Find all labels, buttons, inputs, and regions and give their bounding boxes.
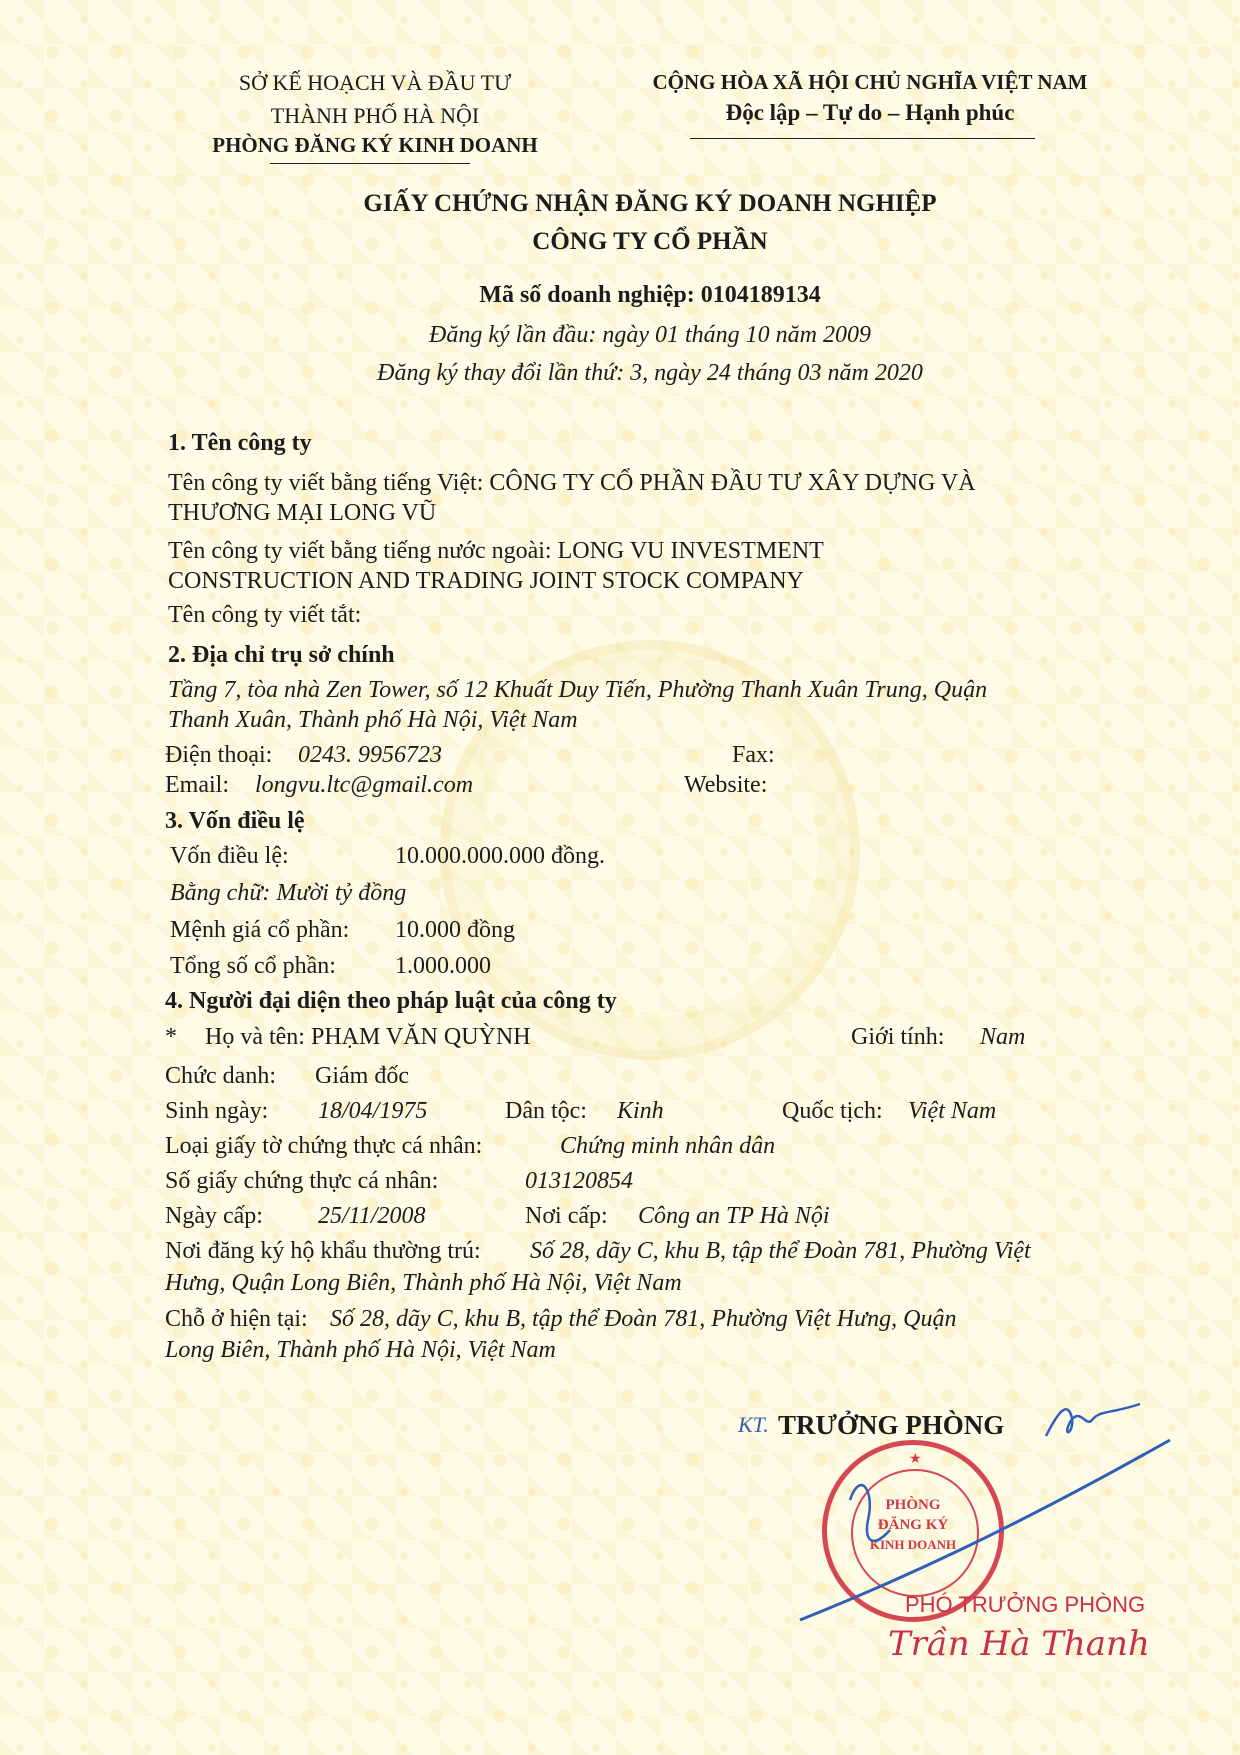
first-registration: Đăng ký lần đầu: ngày 01 tháng 10 năm 2009: [429, 322, 871, 348]
section4-heading: 4. Người đại diện theo pháp luật của công ty: [165, 988, 617, 1014]
change-registration: Đăng ký thay đổi lần thứ: 3, ngày 24 tháng 03 năm 2020: [377, 360, 923, 386]
header-left-underline: [270, 163, 470, 164]
email-value: longvu.ltc@gmail.com: [255, 772, 474, 798]
header-agency-line1: SỞ KẾ HOẠCH VÀ ĐẦU TƯ: [238, 70, 512, 95]
id-type-label: Loại giấy tờ chứng thực cá nhân:: [165, 1133, 483, 1159]
charter-capital-label: Vốn điều lệ:: [170, 843, 289, 869]
ethnicity-value: Kinh: [617, 1098, 664, 1124]
header-agency-line3: PHÒNG ĐĂNG KÝ KINH DOANH: [212, 133, 538, 157]
fax-label: Fax:: [732, 742, 775, 768]
seal-line2: ĐĂNG KÝ: [877, 1517, 949, 1533]
company-name-vi-line2: THƯƠNG MẠI LONG VŨ: [168, 500, 437, 526]
deputy-position: PHÓ TRƯỞNG PHÒNG: [905, 1592, 1146, 1617]
par-value: 10.000 đồng: [395, 917, 515, 943]
gender-label: Giới tính:: [851, 1024, 945, 1050]
position-value: Giám đốc: [315, 1063, 409, 1089]
company-type: CÔNG TY CỔ PHẦN: [532, 228, 768, 255]
website-label: Website:: [684, 772, 768, 798]
seal-star-icon: ★: [909, 1452, 922, 1467]
phone-label: Điện thoại:: [165, 742, 273, 768]
birth-date-value: 18/04/1975: [318, 1098, 428, 1124]
company-name-foreign-line1: Tên công ty viết bằng tiếng nước ngoài: LONG VU INVESTMENT: [168, 538, 824, 564]
current-residence-line2: Long Biên, Thành phố Hà Nội, Việt Nam: [165, 1337, 556, 1363]
birth-date-label: Sinh ngày:: [165, 1098, 269, 1124]
seal-line3: KINH DOANH: [869, 1537, 957, 1552]
issue-place-value: Công an TP Hà Nội: [638, 1203, 830, 1229]
nationality-value: Việt Nam: [908, 1098, 997, 1124]
company-name-foreign-line2: CONSTRUCTION AND TRADING JOINT STOCK COMPANY: [168, 568, 804, 594]
current-residence-label: Chỗ ở hiện tại:: [165, 1306, 308, 1332]
ethnicity-label: Dân tộc:: [505, 1098, 587, 1124]
nationality-label: Quốc tịch:: [782, 1098, 883, 1124]
total-shares-label: Tổng số cổ phần:: [170, 953, 336, 979]
header-right-underline: [690, 138, 1035, 139]
header-republic: CỘNG HÒA XÃ HỘI CHỦ NGHĨA VIỆT NAM: [652, 70, 1088, 94]
header-agency-line2: THÀNH PHỐ HÀ NỘI: [270, 103, 480, 128]
total-shares-value: 1.000.000: [395, 953, 491, 979]
company-name-vi-line1: Tên công ty viết bằng tiếng Việt: CÔNG TY CỔ PHẦN ĐẦU TƯ XÂY DỰNG VÀ: [168, 470, 976, 496]
issue-place-label: Nơi cấp:: [525, 1203, 608, 1229]
charter-capital-value: 10.000.000.000 đồng.: [395, 843, 605, 869]
id-number-label: Số giấy chứng thực cá nhân:: [165, 1168, 439, 1194]
bullet-marker: *: [165, 1024, 177, 1050]
head-office-address-line2: Thanh Xuân, Thành phố Hà Nội, Việt Nam: [168, 707, 578, 733]
gender-value: Nam: [980, 1024, 1026, 1050]
certificate-title: GIẤY CHỨNG NHẬN ĐĂNG KÝ DOANH NGHIỆP: [363, 190, 937, 217]
signature-position: TRƯỞNG PHÒNG: [778, 1410, 1005, 1440]
id-number-value: 013120854: [525, 1168, 633, 1194]
section1-heading: 1. Tên công ty: [168, 430, 312, 456]
seal-line1: PHÒNG: [885, 1497, 941, 1513]
representative-name: Họ và tên: PHẠM VĂN QUỲNH: [205, 1024, 531, 1050]
phone-value: 0243. 9956723: [298, 742, 442, 768]
capital-in-words: Bằng chữ: Mười tỷ đồng: [170, 880, 407, 906]
par-value-label: Mệnh giá cổ phần:: [170, 917, 350, 943]
permanent-residence-label: Nơi đăng ký hộ khẩu thường trú:: [165, 1238, 481, 1264]
section3-heading: 3. Vốn điều lệ: [165, 808, 305, 834]
permanent-residence-line2: Hưng, Quận Long Biên, Thành phố Hà Nội, Việt Nam: [165, 1270, 682, 1296]
permanent-residence-line1: Số 28, dãy C, khu B, tập thể Đoàn 781, Phường Việt: [530, 1238, 1031, 1264]
header-motto: Độc lập – Tự do – Hạnh phúc: [725, 100, 1015, 125]
signature-prefix: KT.: [738, 1412, 769, 1437]
company-short-name: Tên công ty viết tắt:: [168, 602, 362, 628]
issue-date-value: 25/11/2008: [318, 1203, 426, 1229]
section2-heading: 2. Địa chỉ trụ sở chính: [168, 642, 395, 668]
enterprise-code: Mã số doanh nghiệp: 0104189134: [479, 282, 821, 308]
current-residence-line1: Số 28, dãy C, khu B, tập thể Đoàn 781, Phường Việt Hưng, Quận: [330, 1306, 957, 1332]
signer-name: Trần Hà Thanh: [888, 1624, 1150, 1664]
id-type-value: Chứng minh nhân dân: [560, 1133, 776, 1159]
position-label: Chức danh:: [165, 1063, 276, 1089]
head-office-address-line1: Tầng 7, tòa nhà Zen Tower, số 12 Khuất Duy Tiến, Phường Thanh Xuân Trung, Quận: [168, 677, 988, 703]
email-label: Email:: [165, 772, 229, 798]
issue-date-label: Ngày cấp:: [165, 1203, 263, 1229]
